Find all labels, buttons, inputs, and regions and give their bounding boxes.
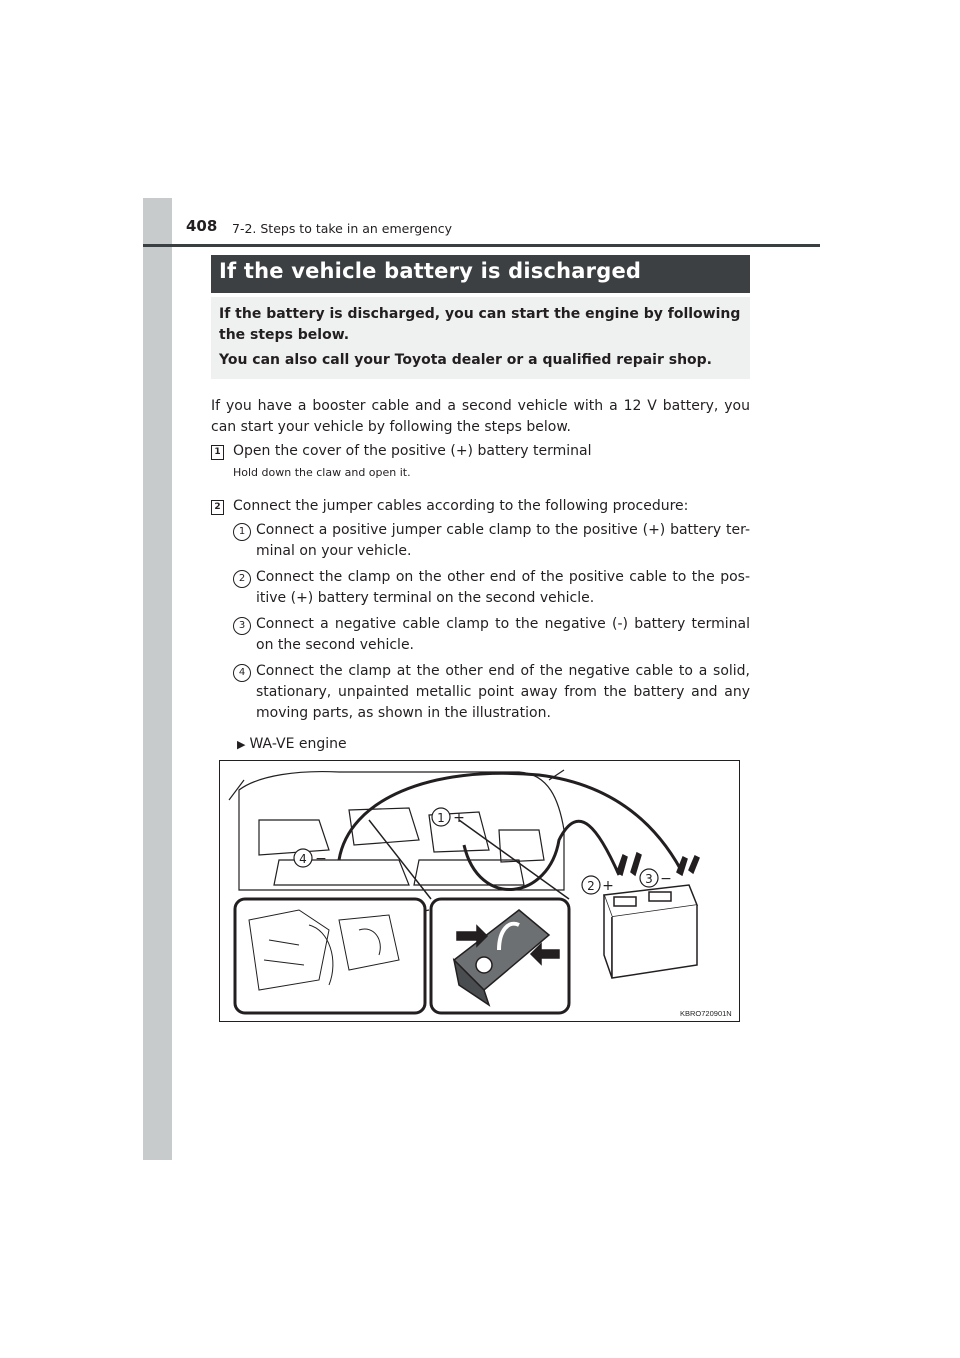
page-title: If the vehicle battery is discharged: [219, 259, 642, 283]
minus-sign-4: −: [315, 851, 327, 867]
plus-sign-2: +: [602, 878, 614, 894]
jump-start-illustration: [219, 760, 740, 1022]
triangle-bullet-icon: ▶: [237, 738, 246, 751]
substep-4-number: 4: [233, 664, 251, 682]
callout-4-label: 4: [299, 852, 307, 866]
plus-sign-1: +: [453, 810, 465, 826]
intro-line-2: You can also call your Toyota dealer or a qualified repair shop.: [219, 352, 713, 368]
step-1-note: Hold down the claw and open it.: [233, 466, 411, 479]
substep-1-number: 1: [233, 523, 251, 541]
substep-1-text: Connect a positive jumper cable clamp to the positive (+) battery ter-minal on your vehicle.: [256, 522, 750, 559]
engine-label: [237, 736, 347, 752]
header-rule: [143, 244, 820, 247]
body-paragraph: If you have a booster cable and a second vehicle with a 12 V battery, you can start your vehicle by following the steps below.: [211, 398, 750, 435]
substep-4-text: Connect the clamp at the other end of the negative cable to a solid, stationary, unpainted metallic point away from the battery and any moving parts, as shown in the illustration.: [256, 663, 750, 721]
inset-left-frame: [235, 899, 425, 1013]
intro-box: [211, 297, 750, 379]
minus-sign-3: −: [660, 871, 672, 887]
section-title: 7-2. Steps to take in an emergency: [232, 221, 453, 236]
substep-3-text: Connect a negative cable clamp to the negative (-) battery terminal on the second vehicle.: [256, 616, 750, 653]
substep-3-number: 3: [233, 617, 251, 635]
callout-2-label: 2: [587, 879, 595, 893]
second-battery: [604, 885, 697, 978]
callout-1-label: 1: [437, 811, 445, 825]
title-bar: [211, 255, 750, 293]
step-2-text: Connect the jumper cables according to the following procedure:: [233, 498, 689, 514]
figure-code: KBRO720901N: [680, 1009, 732, 1018]
substep-2-text: Connect the clamp on the other end of the positive cable to the pos-itive (+) battery terminal on the second vehicle.: [256, 569, 750, 606]
intro-line-1: If the battery is discharged, you can start the engine by following the steps below.: [219, 306, 741, 343]
substep-2-number: 2: [233, 570, 251, 588]
page-number: 408: [186, 217, 218, 235]
side-tab: [143, 198, 172, 1160]
step-1-marker: 1: [211, 445, 224, 460]
step-1-text: Open the cover of the positive (+) battery terminal: [233, 443, 592, 459]
engine-label-text: WA-VE engine: [249, 736, 347, 752]
step-2-marker: 2: [211, 500, 224, 515]
callout-3-label: 3: [645, 872, 653, 886]
